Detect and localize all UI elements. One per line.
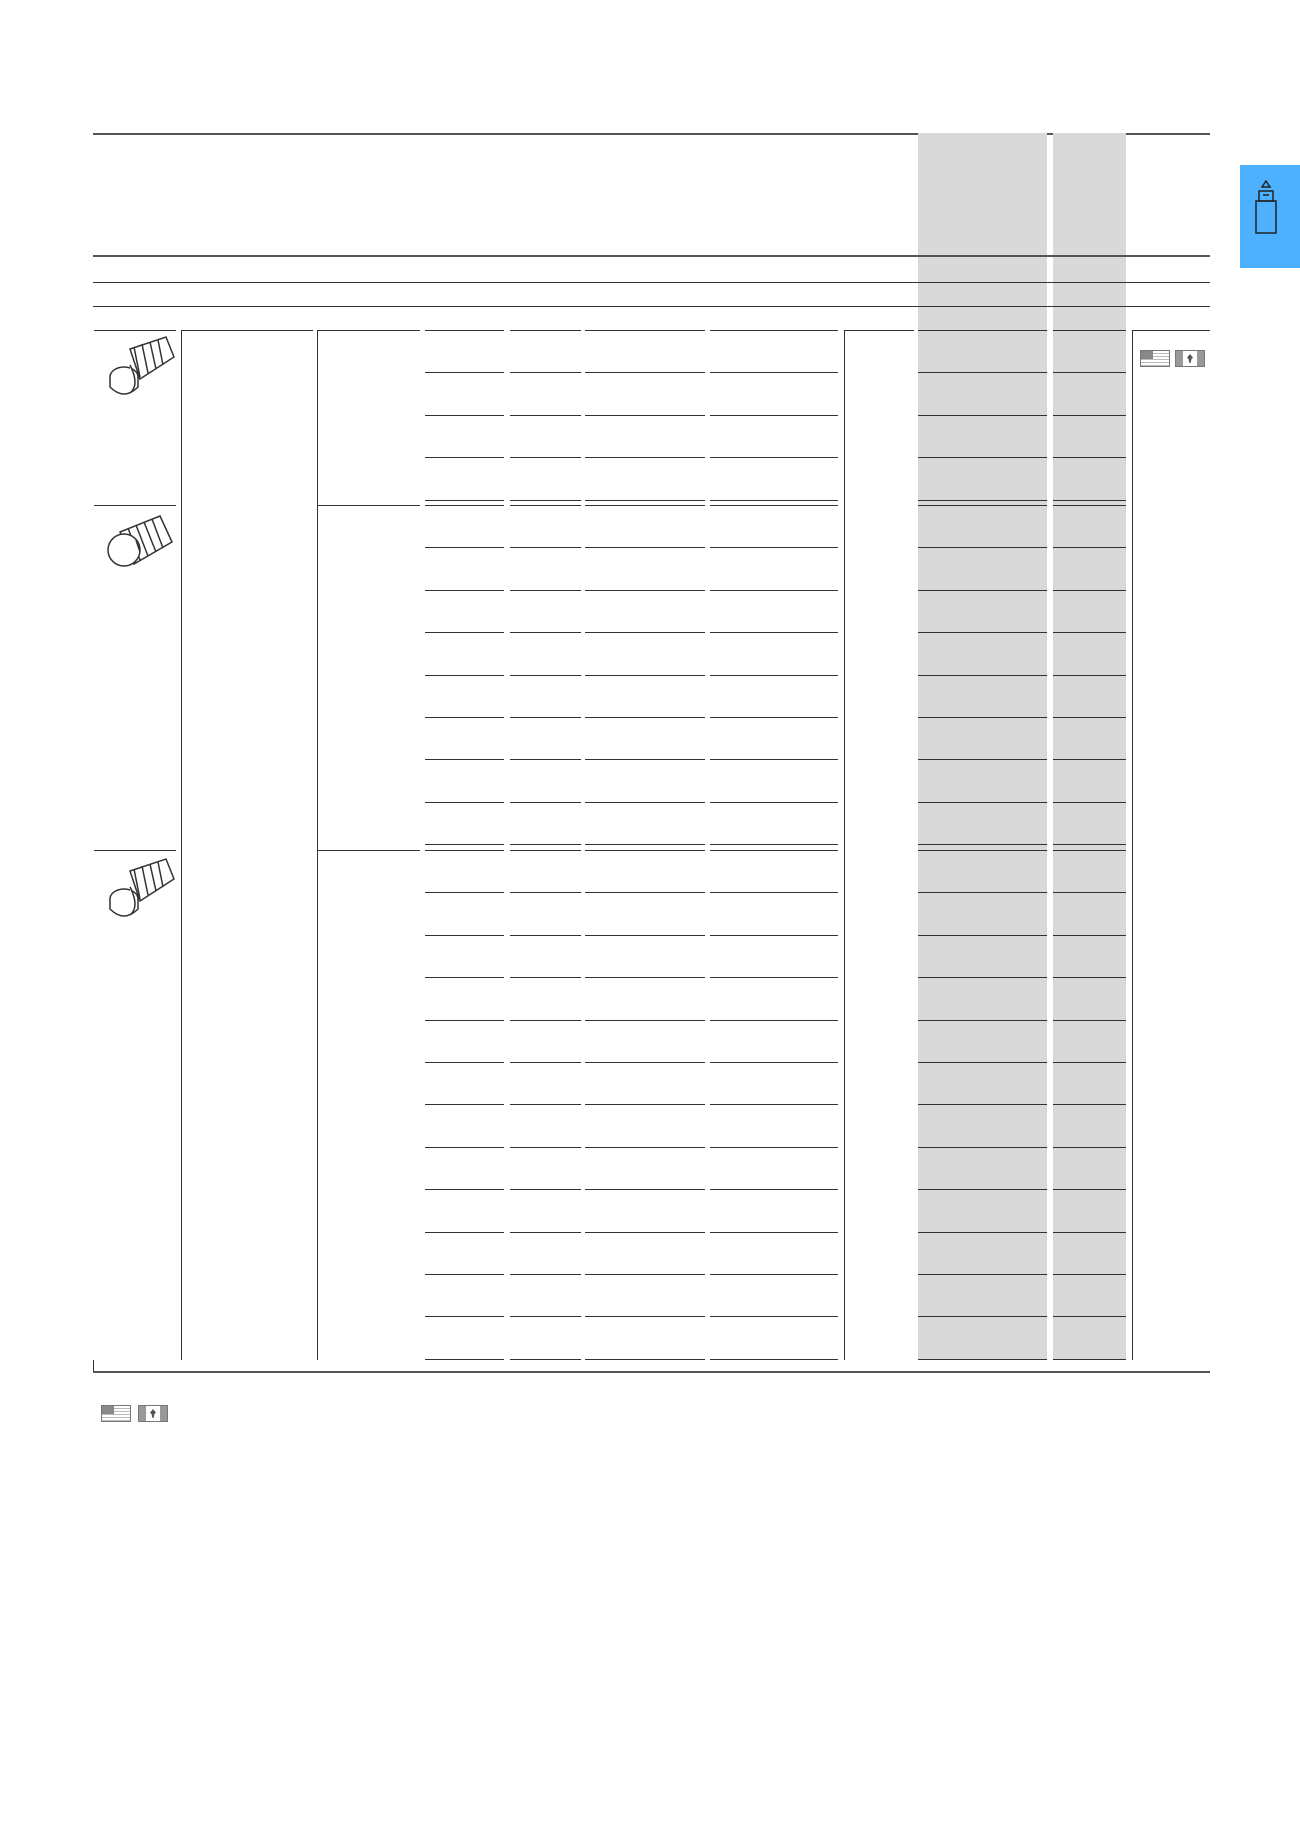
row-separator: [585, 1020, 705, 1021]
col-head-d: [510, 330, 581, 331]
row-separator: [1053, 844, 1126, 845]
row-separator: [585, 844, 705, 845]
row-separator: [1053, 1020, 1126, 1021]
group-boundary: [710, 505, 838, 506]
row-separator: [710, 1062, 838, 1063]
row-separator: [510, 1020, 581, 1021]
row-separator: [510, 759, 581, 760]
row-separator: [1053, 1147, 1126, 1148]
row-separator: [510, 1104, 581, 1105]
row-separator: [425, 547, 504, 548]
row-separator: [585, 547, 705, 548]
header-rule-2: [93, 282, 1210, 283]
row-separator: [425, 935, 504, 936]
row-separator: [585, 415, 705, 416]
row-separator: [425, 1062, 504, 1063]
row-separator: [918, 590, 1047, 591]
sensor-flat-face-icon: [100, 512, 180, 582]
col-divider-c: [844, 330, 845, 1360]
row-separator: [918, 632, 1047, 633]
row-separator: [510, 717, 581, 718]
col-divider-b: [317, 330, 318, 1360]
row-separator: [585, 802, 705, 803]
col-head-a: [181, 330, 313, 331]
row-separator: [918, 675, 1047, 676]
col-head-c: [425, 330, 504, 331]
row-separator: [918, 415, 1047, 416]
row-separator: [918, 892, 1047, 893]
row-separator: [425, 1020, 504, 1021]
row-separator: [585, 1062, 705, 1063]
row-separator: [710, 892, 838, 893]
side-tab[interactable]: [1240, 165, 1300, 268]
group-rule-3: [94, 850, 176, 851]
group-boundary: [710, 850, 838, 851]
group-rule-1: [94, 330, 176, 331]
row-separator: [425, 759, 504, 760]
row-separator: [425, 1359, 504, 1360]
row-separator: [510, 547, 581, 548]
group-rule-2: [94, 505, 176, 506]
group-boundary: [510, 505, 581, 506]
row-separator: [918, 1316, 1047, 1317]
row-separator: [425, 372, 504, 373]
group-boundary: [585, 850, 705, 851]
row-separator: [425, 892, 504, 893]
row-separator: [510, 1232, 581, 1233]
row-separator: [710, 547, 838, 548]
row-separator: [585, 717, 705, 718]
row-separator: [918, 1104, 1047, 1105]
row-separator: [510, 1274, 581, 1275]
row-separator: [1053, 1316, 1126, 1317]
row-separator: [710, 935, 838, 936]
row-separator: [425, 1147, 504, 1148]
canada-flag-icon: [1175, 350, 1205, 367]
row-separator: [710, 1232, 838, 1233]
row-separator: [710, 500, 838, 501]
row-separator: [425, 717, 504, 718]
row-separator: [585, 1104, 705, 1105]
group-boundary: [425, 505, 504, 506]
row-separator: [585, 1189, 705, 1190]
row-separator: [710, 759, 838, 760]
header-rule-3: [93, 306, 1210, 307]
row-separator: [510, 632, 581, 633]
row-separator: [918, 1062, 1047, 1063]
row-separator: [585, 977, 705, 978]
row-separator: [585, 372, 705, 373]
row-separator: [1053, 1062, 1126, 1063]
row-separator: [425, 1189, 504, 1190]
row-separator: [510, 802, 581, 803]
row-separator: [585, 892, 705, 893]
group-boundary: [918, 850, 1047, 851]
sensor-angled-head-icon: [100, 335, 180, 405]
row-separator: [1053, 372, 1126, 373]
row-separator: [585, 632, 705, 633]
canada-flag-icon: [138, 1405, 168, 1422]
row-separator: [1053, 590, 1126, 591]
row-separator: [710, 1147, 838, 1148]
row-separator: [918, 759, 1047, 760]
row-separator: [1053, 977, 1126, 978]
row-separator: [585, 675, 705, 676]
col-head-g: [844, 330, 914, 331]
row-separator: [1053, 802, 1126, 803]
row-separator: [1053, 415, 1126, 416]
row-separator: [510, 590, 581, 591]
row-separator: [710, 1316, 838, 1317]
row-separator: [510, 1147, 581, 1148]
row-separator: [585, 1359, 705, 1360]
row-separator: [1053, 457, 1126, 458]
row-separator: [585, 457, 705, 458]
row-separator: [710, 590, 838, 591]
col-head-i: [1053, 330, 1126, 331]
col-divider-d: [1132, 330, 1133, 1360]
row-separator: [1053, 632, 1126, 633]
row-separator: [1053, 547, 1126, 548]
row-separator: [918, 935, 1047, 936]
row-separator: [918, 977, 1047, 978]
row-separator: [510, 1316, 581, 1317]
row-separator: [510, 977, 581, 978]
row-separator: [710, 372, 838, 373]
col-head-f: [710, 330, 838, 331]
bottom-tick: [93, 1360, 94, 1371]
shaded-column-price: [918, 133, 1047, 1360]
sensor-angled-head-icon: [100, 857, 180, 927]
row-separator: [425, 1104, 504, 1105]
col-head-h: [918, 330, 1047, 331]
row-separator: [585, 1274, 705, 1275]
row-separator: [585, 1316, 705, 1317]
row-separator: [710, 632, 838, 633]
row-separator: [425, 457, 504, 458]
row-separator: [1053, 1189, 1126, 1190]
row-separator: [1053, 892, 1126, 893]
group-boundary: [425, 850, 504, 851]
row-separator: [510, 500, 581, 501]
group-boundary: [510, 850, 581, 851]
group-boundary: [918, 505, 1047, 506]
group-b-rule-2: [317, 505, 420, 506]
row-separator: [710, 977, 838, 978]
group-b-rule-3: [317, 850, 420, 851]
col-head-e: [585, 330, 705, 331]
row-separator: [710, 1189, 838, 1190]
row-separator: [710, 457, 838, 458]
row-separator: [918, 500, 1047, 501]
row-separator: [425, 632, 504, 633]
row-separator: [1053, 675, 1126, 676]
row-separator: [510, 457, 581, 458]
row-separator: [1053, 717, 1126, 718]
row-separator: [710, 1104, 838, 1105]
table-bottom-rule: [93, 1371, 1210, 1373]
group-boundary: [1053, 850, 1126, 851]
row-separator: [425, 802, 504, 803]
row-separator: [510, 415, 581, 416]
row-separator: [585, 590, 705, 591]
row-separator: [918, 802, 1047, 803]
row-separator: [710, 1020, 838, 1021]
row-separator: [1053, 1232, 1126, 1233]
row-separator: [710, 675, 838, 676]
row-separator: [425, 590, 504, 591]
row-separator: [585, 759, 705, 760]
row-separator: [425, 844, 504, 845]
row-separator: [918, 457, 1047, 458]
row-separator: [425, 977, 504, 978]
row-separator: [585, 1147, 705, 1148]
limit-switch-icon: [1240, 165, 1300, 268]
row-separator: [918, 1274, 1047, 1275]
row-separator: [918, 1147, 1047, 1148]
row-separator: [1053, 1274, 1126, 1275]
row-separator: [918, 547, 1047, 548]
row-separator: [918, 1359, 1047, 1360]
row-separator: [710, 415, 838, 416]
row-separator: [1053, 935, 1126, 936]
row-separator: [510, 892, 581, 893]
row-separator: [510, 935, 581, 936]
row-separator: [425, 1316, 504, 1317]
row-separator: [918, 372, 1047, 373]
row-separator: [1053, 1359, 1126, 1360]
row-separator: [585, 935, 705, 936]
row-separator: [425, 675, 504, 676]
row-separator: [425, 415, 504, 416]
row-separator: [710, 802, 838, 803]
row-separator: [510, 675, 581, 676]
row-separator: [918, 844, 1047, 845]
row-separator: [1053, 759, 1126, 760]
row-separator: [585, 500, 705, 501]
row-separator: [510, 1189, 581, 1190]
row-separator: [585, 1232, 705, 1233]
row-separator: [510, 372, 581, 373]
group-boundary: [1053, 505, 1126, 506]
row-separator: [918, 717, 1047, 718]
row-separator: [510, 844, 581, 845]
row-separator: [710, 1274, 838, 1275]
row-separator: [425, 1274, 504, 1275]
row-separator: [1053, 500, 1126, 501]
col-head-j: [1132, 330, 1210, 331]
col-divider-a: [181, 330, 182, 1360]
row-separator: [918, 1020, 1047, 1021]
header-rule-1: [93, 255, 1210, 257]
row-separator: [425, 500, 504, 501]
row-separator: [710, 1359, 838, 1360]
row-separator: [425, 1232, 504, 1233]
row-separator: [918, 1189, 1047, 1190]
row-separator: [710, 717, 838, 718]
group-boundary: [585, 505, 705, 506]
row-separator: [510, 1359, 581, 1360]
row-separator: [1053, 1104, 1126, 1105]
row-separator: [918, 1232, 1047, 1233]
shaded-column-qty: [1053, 133, 1126, 1360]
us-flag-icon: [101, 1405, 131, 1422]
row-separator: [710, 844, 838, 845]
col-head-b: [317, 330, 420, 331]
row-separator: [510, 1062, 581, 1063]
us-flag-icon: [1140, 350, 1170, 367]
